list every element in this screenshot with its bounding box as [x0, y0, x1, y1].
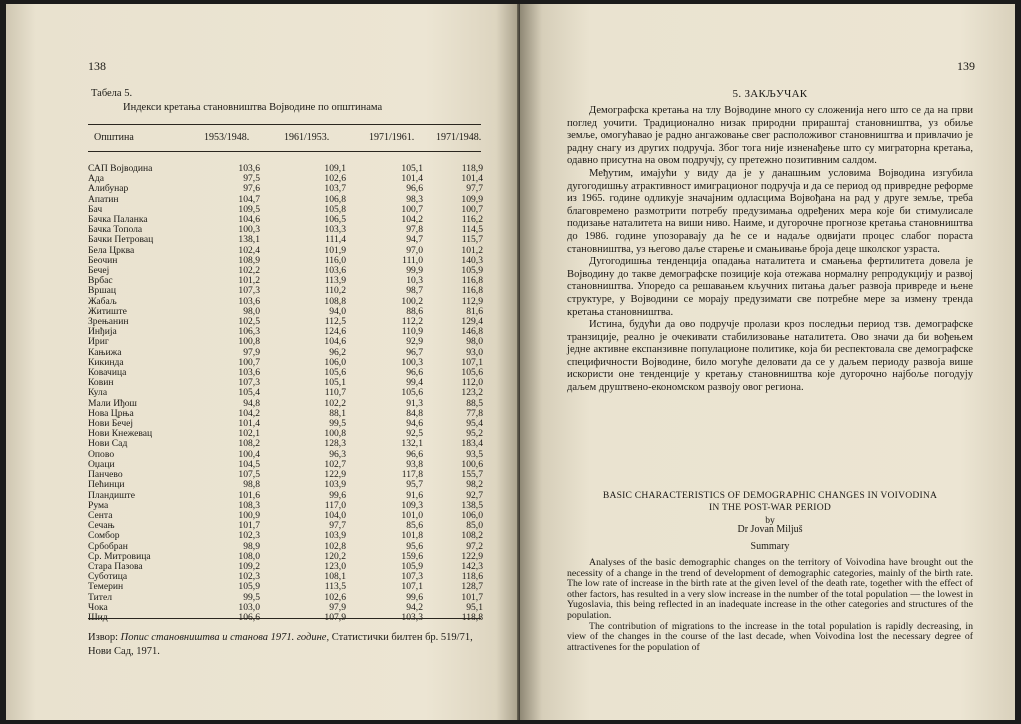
index-value-cell: 104,7: [238, 193, 260, 205]
table-label: Табела 5.: [91, 88, 133, 99]
index-value-cell: 95,1: [466, 601, 483, 613]
table-row: [88, 439, 483, 449]
index-value-cell: 93,0: [466, 346, 483, 358]
index-value-cell: 105,9: [401, 560, 423, 572]
index-value-cell: 102,2: [324, 397, 346, 409]
table-row: [88, 521, 483, 531]
index-value-cell: 102,6: [324, 173, 346, 185]
english-summary-text: [567, 558, 973, 653]
table-row: [88, 572, 483, 582]
header-1971-1948: 1971/1948.: [436, 132, 482, 143]
table-row: [88, 337, 483, 347]
index-value-cell: 112,0: [461, 377, 483, 389]
table-row: [88, 348, 483, 358]
municipality-name-cell: Стара Пазова: [88, 560, 143, 572]
table-row: [88, 286, 483, 296]
index-value-cell: 106,0: [324, 356, 346, 368]
table-row: [88, 501, 483, 511]
index-value-cell: 138,5: [461, 499, 483, 511]
index-value-cell: 107,5: [238, 469, 260, 481]
municipality-name-cell: Бечеј: [88, 265, 110, 277]
index-value-cell: 97,9: [243, 346, 260, 358]
author-name: Dr Jovan Miljuš: [737, 524, 803, 535]
index-value-cell: 98,7: [406, 285, 423, 297]
index-value-cell: 102,3: [238, 571, 260, 583]
municipality-name-cell: Темерин: [88, 581, 124, 593]
conclusion-paragraph: Међутим, имајући у виду да је у данашњим условима Војводина изгубила дугогодишњу атрактивност имиграционог подручја и да се период од привредне реформе из 1965. године одликује значајним одласцима Војвођана на рад у друге земље, треба благовремено размотрити потребу предузимања одређених мера које би стимулисале подизање наталитета на виши ниво. Наиме, и дугорочне прогнозе кретања становништва до 1986. године упозоравају да ће се и надаље одвијати процес слабог пораста становништва, уз његово даље старење и смањивање броја деце школског узраста.: [567, 167, 973, 255]
index-value-cell: 102,6: [324, 591, 346, 603]
english-title-line: IN THE POST-WAR PERIOD: [709, 501, 831, 513]
municipality-name-cell: Кањижа: [88, 346, 122, 358]
index-value-cell: 103,9: [324, 530, 346, 542]
index-value-cell: 103,6: [238, 295, 260, 307]
municipality-name-cell: Бач: [88, 203, 103, 215]
municipality-name-cell: Алибунар: [88, 183, 129, 195]
index-value-cell: 101,4: [461, 173, 483, 185]
index-value-cell: 117,8: [401, 469, 423, 481]
municipality-name-cell: Сечањ: [88, 520, 115, 532]
index-value-cell: 109,9: [461, 193, 483, 205]
summary-paragraph: The contribution of migrations to the increase in the total population is rapidly decreasing, in view of the changes in the course of the last decade, when Voivodina lost the necessary degree of attractivenes for the population of: [567, 620, 973, 653]
municipality-name-cell: САП Војводина: [88, 163, 153, 174]
table-top-rule: [88, 124, 481, 125]
municipality-name-cell: Ириг: [88, 336, 109, 348]
index-value-cell: 105,6: [461, 367, 483, 379]
index-value-cell: 97,5: [243, 173, 260, 185]
index-value-cell: 101,2: [238, 275, 260, 287]
index-value-cell: 97,2: [466, 540, 483, 552]
index-value-cell: 97,0: [406, 244, 423, 256]
municipality-name-cell: Мали Иђош: [88, 397, 137, 409]
index-value-cell: 96,2: [329, 346, 346, 358]
section-title: 5. ЗАКЉУЧАК: [732, 88, 808, 100]
table-row: [88, 317, 483, 327]
municipality-name-cell: Чока: [88, 601, 108, 613]
municipality-name-cell: Суботица: [88, 571, 128, 583]
right-page: [520, 4, 1015, 720]
index-value-cell: 101,7: [238, 520, 260, 532]
index-value-cell: 103,7: [324, 183, 346, 195]
table-row: [88, 470, 483, 480]
left-page: [6, 4, 520, 720]
index-value-cell: 107,3: [238, 377, 260, 389]
index-value-cell: 107,9: [324, 611, 346, 623]
index-value-cell: 108,3: [238, 499, 260, 511]
index-value-cell: 88,1: [329, 407, 346, 419]
index-value-cell: 159,6: [401, 550, 423, 562]
table-row: [88, 450, 483, 460]
municipality-name-cell: Бачка Топола: [88, 224, 143, 236]
index-value-cell: 108,2: [461, 530, 483, 542]
index-value-cell: 99,5: [329, 418, 346, 430]
table-row: [88, 388, 483, 398]
table-header-rule: [88, 151, 481, 152]
table-row: [88, 368, 483, 378]
index-value-cell: 138,1: [238, 234, 260, 246]
conclusion-text: [567, 105, 973, 395]
index-value-cell: 99,6: [406, 591, 423, 603]
index-value-cell: 132,1: [401, 438, 423, 450]
index-value-cell: 94,7: [406, 234, 423, 246]
index-value-cell: 116,8: [461, 285, 483, 297]
by-label: by: [765, 515, 775, 526]
index-value-cell: 100,6: [461, 458, 483, 470]
index-value-cell: 101,6: [238, 489, 260, 501]
index-value-cell: 105,1: [401, 163, 423, 174]
table-bottom-rule: [88, 618, 481, 619]
index-value-cell: 92,5: [406, 428, 423, 440]
municipality-name-cell: Жабаљ: [88, 295, 117, 307]
index-value-cell: 94,6: [406, 418, 423, 430]
table-row: [88, 460, 483, 470]
municipality-name-cell: Ада: [88, 173, 105, 185]
source-prefix: Извор:: [88, 632, 121, 643]
index-value-cell: 102,1: [238, 428, 260, 440]
municipality-name-cell: Пећинци: [88, 479, 125, 491]
index-value-cell: 105,1: [324, 377, 346, 389]
index-value-cell: 104,2: [238, 407, 260, 419]
index-value-cell: 100,7: [401, 203, 423, 215]
municipality-name-cell: Србобран: [88, 540, 128, 552]
index-value-cell: 101,2: [461, 244, 483, 256]
summary-paragraph: Analyses of the basic demographic changes on the territory of Voivodina have brought out the necessity of a change in the trend of development of demographic categories, mainly of the birth rate. The low rate of increase in the birth rate at the given level of the death rate, together with the effect of other factors, has resulted in a very slow increase in the number of the total population — the lowest in Yugoslavia, this being reflected in an inadequate increase in the other categories and structures of the population.: [567, 557, 973, 621]
index-value-cell: 99,5: [243, 591, 260, 603]
index-value-cell: 97,7: [466, 183, 483, 195]
index-value-cell: 109,5: [238, 203, 260, 215]
conclusion-paragraph: Демографска кретања на тлу Војводине много су сложенија него што се да на први поглед уочити. Традиционално низак природни прираштај становништва, уз обиље земље, омогућавао је радно ангажовање свег расположивог становништва и привлачио је радну снагу из других подручја. Због тога није изненађење што су миграторна кретања, одавно присутна на овом подручју, су претежно позитивним салдом.: [567, 105, 973, 167]
index-value-cell: 95,4: [466, 418, 483, 430]
index-value-cell: 97,6: [243, 183, 260, 195]
table-title: Индекси кретања становништва Војводине по општинама: [123, 102, 383, 113]
index-value-cell: 103,9: [324, 479, 346, 491]
index-value-cell: 114,5: [461, 224, 483, 236]
municipality-name-cell: Тител: [88, 591, 112, 603]
table-row: [88, 266, 483, 276]
municipality-name-cell: Сомбор: [88, 530, 120, 542]
table-row: [88, 215, 483, 225]
header-1961-1953: 1961/1953.: [284, 132, 330, 143]
index-value-cell: 97,7: [329, 520, 346, 532]
index-value-cell: 105,6: [324, 367, 346, 379]
index-value-cell: 110,7: [324, 387, 346, 399]
index-value-cell: 118,8: [461, 611, 483, 623]
index-value-cell: 102,5: [238, 316, 260, 328]
index-value-cell: 92,9: [406, 336, 423, 348]
index-value-cell: 118,6: [461, 571, 483, 583]
index-value-cell: 142,3: [461, 560, 483, 572]
index-value-cell: 110,2: [324, 285, 346, 297]
index-value-cell: 102,3: [238, 530, 260, 542]
index-value-cell: 105,9: [238, 581, 260, 593]
index-value-cell: 98,0: [466, 336, 483, 348]
table-row: [88, 582, 483, 592]
index-value-cell: 103,3: [401, 611, 423, 623]
municipality-name-cell: Инђија: [88, 326, 117, 338]
municipality-name-cell: Вршац: [88, 285, 116, 297]
table-row: [88, 195, 483, 205]
index-value-cell: 120,2: [324, 550, 346, 562]
index-value-cell: 101,4: [238, 418, 260, 430]
index-value-cell: 122,9: [324, 469, 346, 481]
index-value-cell: 96,3: [329, 448, 346, 460]
index-value-cell: 113,5: [324, 581, 346, 593]
index-value-cell: 101,4: [401, 173, 423, 185]
table-row: [88, 429, 483, 439]
index-value-cell: 128,7: [461, 581, 483, 593]
table-row: [88, 276, 483, 286]
index-value-cell: 101,7: [461, 591, 483, 603]
table-row: [88, 593, 483, 603]
municipality-name-cell: Опово: [88, 448, 115, 460]
table-row: [88, 246, 483, 256]
index-value-cell: 106,0: [461, 509, 483, 521]
index-value-cell: 81,6: [466, 305, 483, 317]
index-value-cell: 102,8: [324, 540, 346, 552]
index-value-cell: 104,6: [238, 214, 260, 226]
index-value-cell: 107,3: [238, 285, 260, 297]
municipality-name-cell: Бачки Петровац: [88, 234, 154, 246]
source-details: Статистички билтен бр. 519/71, Нови Сад, 1971.: [88, 632, 473, 657]
index-value-cell: 103,3: [324, 224, 346, 236]
index-value-cell: 129,4: [461, 316, 483, 328]
index-value-cell: 124,6: [324, 326, 346, 338]
index-value-cell: 99,4: [406, 377, 423, 389]
index-value-cell: 105,9: [461, 265, 483, 277]
index-value-cell: 98,9: [243, 540, 260, 552]
index-value-cell: 104,0: [324, 509, 346, 521]
index-value-cell: 106,8: [324, 193, 346, 205]
conclusion-paragraph: Дугогодишња тенденција опадања наталитета и смањења фертилитета довела је Војводину до такве демографске позиције која отежава нормалну репродукцију и развој становништва. Упоредо са решавањем кључних питања даљег развоја привреде и њене структуре, у Војводини се морају предузимати све потребне мере за измену трендa кретања становништва.: [567, 256, 973, 318]
index-value-cell: 103,6: [324, 265, 346, 277]
index-value-cell: 104,5: [238, 458, 260, 470]
english-title-line: BASIC CHARACTERISTICS OF DEMOGRAPHIC CHANGES IN VOIVODINA: [602, 490, 938, 501]
index-value-cell: 92,7: [466, 489, 483, 501]
index-value-cell: 10,3: [406, 275, 423, 287]
index-value-cell: 102,4: [238, 244, 260, 256]
index-value-cell: 116,0: [324, 254, 346, 266]
index-value-cell: 97,9: [329, 601, 346, 613]
index-value-cell: 123,0: [324, 560, 346, 572]
index-value-cell: 183,4: [461, 438, 483, 450]
table-row: [88, 358, 483, 368]
index-value-cell: 116,8: [461, 275, 483, 287]
index-value-cell: 100,2: [401, 295, 423, 307]
table-row: [88, 256, 483, 266]
index-value-cell: 94,8: [243, 397, 260, 409]
index-value-cell: 118,9: [461, 163, 483, 174]
english-summary-title: [567, 490, 973, 513]
index-value-cell: 100,9: [238, 509, 260, 521]
index-value-cell: 112,2: [401, 316, 423, 328]
index-value-cell: 91,6: [406, 489, 423, 501]
table-row: [88, 480, 483, 490]
index-value-cell: 122,9: [461, 550, 483, 562]
index-value-cell: 108,0: [238, 550, 260, 562]
municipality-name-cell: Ср. Митровица: [88, 550, 151, 562]
index-value-cell: 100,4: [238, 448, 260, 460]
table-row: [88, 511, 483, 521]
index-value-cell: 100,3: [401, 356, 423, 368]
index-value-cell: 99,9: [406, 265, 423, 277]
index-value-cell: 109,2: [238, 560, 260, 572]
summary-heading: Summary: [750, 541, 790, 552]
index-value-cell: 95,2: [466, 428, 483, 440]
table-row: [88, 562, 483, 572]
index-value-cell: 109,3: [401, 499, 423, 511]
index-value-cell: 100,7: [238, 356, 260, 368]
index-value-cell: 94,0: [329, 305, 346, 317]
table-row: [88, 603, 483, 613]
municipality-name-cell: Нови Бечеј: [88, 418, 134, 430]
municipality-name-cell: Ковин: [88, 377, 114, 389]
table-row: [88, 164, 483, 174]
table-row: [88, 409, 483, 419]
index-value-cell: 95,7: [406, 479, 423, 491]
page-number-left: 138: [88, 59, 106, 73]
index-value-cell: 84,8: [406, 407, 423, 419]
index-value-cell: 105,4: [238, 387, 260, 399]
index-value-cell: 108,2: [238, 438, 260, 450]
index-value-cell: 88,5: [466, 397, 483, 409]
index-value-cell: 101,8: [401, 530, 423, 542]
index-value-cell: 113,9: [324, 275, 346, 287]
index-value-cell: 95,6: [406, 540, 423, 552]
municipality-name-cell: Бела Црква: [88, 244, 135, 256]
index-value-cell: 107,1: [461, 356, 483, 368]
index-value-cell: 102,7: [324, 458, 346, 470]
index-value-cell: 96,7: [406, 346, 423, 358]
municipality-name-cell: Кула: [88, 387, 108, 399]
index-value-cell: 93,8: [406, 458, 423, 470]
municipality-index-table: [88, 164, 483, 623]
index-value-cell: 112,5: [324, 316, 346, 328]
index-value-cell: 104,6: [324, 336, 346, 348]
municipality-name-cell: Панчево: [88, 469, 123, 481]
header-1971-1961: 1971/1961.: [369, 132, 415, 143]
municipality-name-cell: Оџаци: [88, 458, 115, 470]
table-row: [88, 378, 483, 388]
header-municipality: Општина: [94, 132, 134, 143]
index-value-cell: 96,6: [406, 448, 423, 460]
index-value-cell: 106,3: [238, 326, 260, 338]
index-value-cell: 88,6: [406, 305, 423, 317]
index-value-cell: 77,8: [466, 407, 483, 419]
index-value-cell: 103,6: [238, 367, 260, 379]
index-value-cell: 103,6: [238, 163, 260, 174]
index-value-cell: 103,0: [238, 601, 260, 613]
table-row: [88, 235, 483, 245]
municipality-name-cell: Нова Црња: [88, 407, 134, 419]
municipality-name-cell: Житиште: [88, 305, 127, 317]
municipality-name-cell: Зрењанин: [88, 316, 129, 328]
index-value-cell: 97,8: [406, 224, 423, 236]
index-value-cell: 115,7: [461, 234, 483, 246]
index-value-cell: 100,7: [461, 203, 483, 215]
index-value-cell: 107,1: [401, 581, 423, 593]
index-value-cell: 123,2: [461, 387, 483, 399]
index-value-cell: 108,9: [238, 254, 260, 266]
index-value-cell: 101,0: [401, 509, 423, 521]
index-value-cell: 116,2: [461, 214, 483, 226]
index-value-cell: 91,3: [406, 397, 423, 409]
index-value-cell: 96,6: [406, 367, 423, 379]
table-source-note: [88, 631, 480, 659]
index-value-cell: 106,5: [324, 214, 346, 226]
table-row: [88, 184, 483, 194]
table-row: [88, 297, 483, 307]
header-1953-1948: 1953/1948.: [204, 132, 250, 143]
index-value-cell: 146,8: [461, 326, 483, 338]
index-value-cell: 85,0: [466, 520, 483, 532]
municipality-name-cell: Ковачица: [88, 367, 127, 379]
index-value-cell: 98,2: [466, 479, 483, 491]
index-value-cell: 85,6: [406, 520, 423, 532]
municipality-name-cell: Шид: [88, 611, 108, 623]
index-value-cell: 155,7: [461, 469, 483, 481]
municipality-name-cell: Пландиште: [88, 489, 135, 501]
municipality-name-cell: Кикинда: [88, 356, 124, 368]
municipality-name-cell: Бачка Паланка: [88, 214, 148, 226]
source-publication: Попис становништва и станова 1971. године,: [120, 632, 330, 643]
index-value-cell: 100,8: [324, 428, 346, 440]
index-value-cell: 109,1: [324, 163, 346, 174]
index-value-cell: 96,6: [406, 183, 423, 195]
municipality-name-cell: Рума: [88, 499, 109, 511]
index-value-cell: 93,5: [466, 448, 483, 460]
table-row: [88, 552, 483, 562]
index-value-cell: 98,0: [243, 305, 260, 317]
municipality-name-cell: Нови Кнежевац: [88, 428, 153, 440]
index-value-cell: 105,8: [324, 203, 346, 215]
index-value-cell: 105,6: [401, 387, 423, 399]
index-value-cell: 111,4: [325, 234, 346, 246]
index-value-cell: 98,8: [243, 479, 260, 491]
municipality-name-cell: Врбас: [88, 275, 113, 287]
index-value-cell: 140,3: [461, 254, 483, 266]
index-value-cell: 107,3: [401, 571, 423, 583]
index-value-cell: 117,0: [324, 499, 346, 511]
table-row: [88, 399, 483, 409]
table-row: [88, 491, 483, 501]
index-value-cell: 108,1: [324, 571, 346, 583]
index-value-cell: 104,2: [401, 214, 423, 226]
index-value-cell: 128,3: [324, 438, 346, 450]
index-value-cell: 112,9: [461, 295, 483, 307]
page-number-right: 139: [957, 59, 975, 73]
index-value-cell: 106,6: [238, 611, 260, 623]
table-row: [88, 531, 483, 541]
conclusion-paragraph: Истина, будући да ово подручје пролази кроз последњи период тзв. демографске транзиције, реално је очекивати стабилизовање наталитета. Ово значи да би вођењем једне активне експанзивне популационе политике, која би респектовала све демографске специфичности Војводине, било могуће деловати да се у даљем периоду развоја више искористи оне тенденције у кретању становништва које дугорочно најбоље погодују даљем друштвено-економском развоју овог региона.: [567, 319, 973, 394]
index-value-cell: 108,8: [324, 295, 346, 307]
municipality-name-cell: Сента: [88, 509, 113, 521]
table-row: [88, 307, 483, 317]
index-value-cell: 99,6: [329, 489, 346, 501]
index-value-cell: 98,3: [406, 193, 423, 205]
index-value-cell: 100,3: [238, 224, 260, 236]
index-value-cell: 102,2: [238, 265, 260, 277]
municipality-name-cell: Апатин: [88, 193, 119, 205]
index-value-cell: 100,8: [238, 336, 260, 348]
municipality-name-cell: Нови Сад: [88, 438, 128, 450]
table-row: [88, 174, 483, 184]
municipality-name-cell: Беочин: [88, 254, 118, 266]
table-row: [88, 327, 483, 337]
index-value-cell: 110,9: [401, 326, 423, 338]
index-value-cell: 101,9: [324, 244, 346, 256]
index-value-cell: 94,2: [406, 601, 423, 613]
index-value-cell: 111,0: [402, 254, 423, 266]
